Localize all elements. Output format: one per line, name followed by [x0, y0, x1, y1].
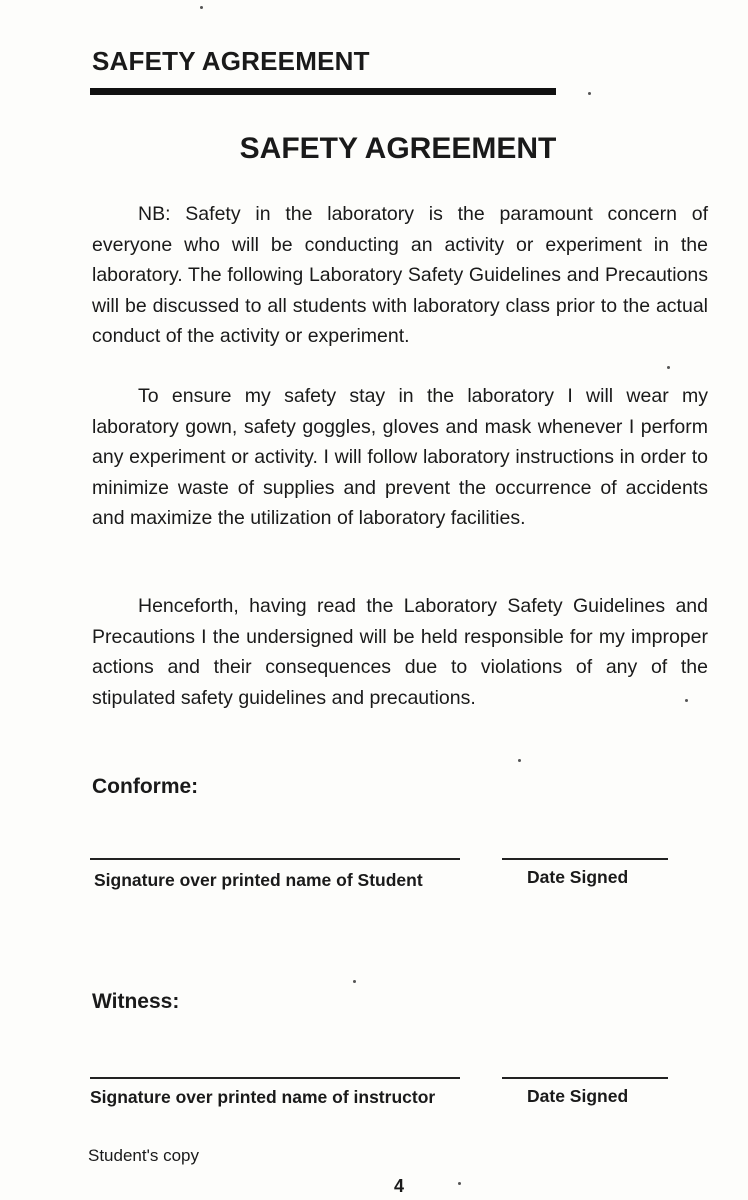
witness-label: Witness:: [92, 990, 180, 1013]
scan-speck: [200, 6, 203, 9]
scan-speck: [458, 1182, 461, 1185]
instructor-signature-line[interactable]: [90, 1077, 460, 1079]
paragraph-responsibility: Henceforth, having read the Laboratory Safety Guidelines and Precautions I the undersigned will be held responsible for my improper actions and their consequences due to violations of any of the stipulated safety guidelines and precautions.: [92, 595, 708, 709]
scan-speck: [588, 92, 591, 95]
document-title: SAFETY AGREEMENT: [239, 132, 557, 165]
scan-speck: [518, 759, 521, 762]
paragraph-commitment: To ensure my safety stay in the laboratory I will wear my laboratory gown, safety goggles, gloves and mask whenever I perform any experiment or activity. I will follow laboratory instructions in order to minimize waste of supplies and prevent the occurrence of accidents and maximize the utilization of laboratory facilities.: [92, 385, 708, 529]
instructor-signature-caption: Signature over printed name of instructor: [90, 1087, 436, 1107]
paragraph-nb: NB: Safety in the laboratory is the paramount concern of everyone who will be conducting an activity or experiment in the laboratory. The following Laboratory Safety Guidelines and Precautions will be discussed to all students with laboratory class prior to the actual conduct of the activity or experiment.: [92, 203, 708, 347]
scan-speck: [685, 699, 688, 702]
student-signature-line[interactable]: [90, 858, 460, 860]
student-signature-caption: Signature over printed name of Student: [94, 870, 423, 890]
instructor-date-line[interactable]: [502, 1077, 668, 1079]
running-header-title: SAFETY AGREEMENT: [92, 46, 370, 76]
instructor-date-caption: Date Signed: [527, 1086, 629, 1106]
header-rule: [90, 88, 556, 95]
student-date-line[interactable]: [502, 858, 668, 860]
scan-speck: [667, 366, 670, 369]
scan-speck: [353, 980, 356, 983]
conforme-label: Conforme:: [92, 775, 199, 798]
student-date-caption: Date Signed: [527, 867, 629, 887]
page-number: 4: [394, 1176, 405, 1196]
copy-label: Student's copy: [88, 1146, 199, 1165]
